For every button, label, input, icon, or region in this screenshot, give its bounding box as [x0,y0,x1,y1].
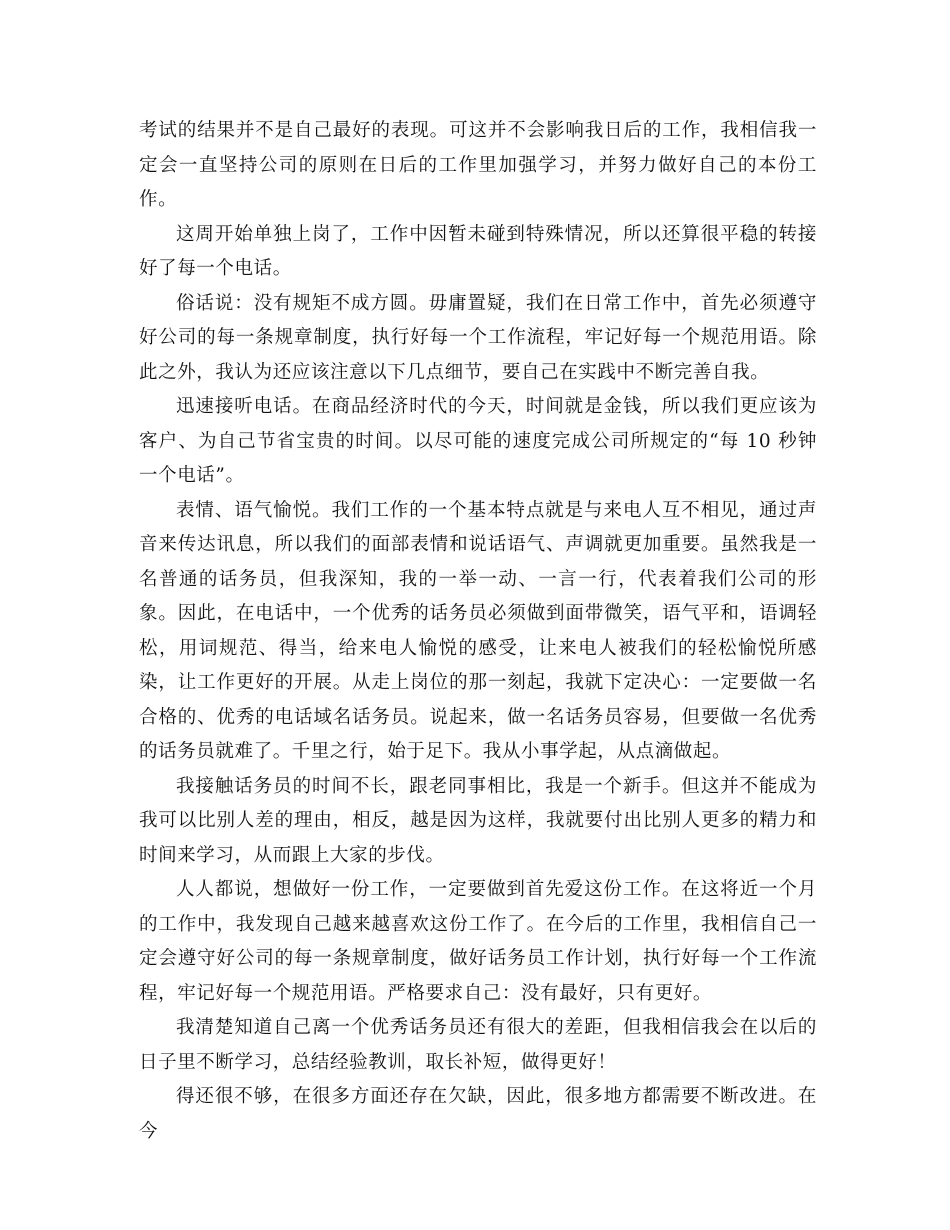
paragraph-improvement: 得还很不够，在很多方面还存在欠缺，因此，很多地方都需要不断改进。在今 [139,1086,817,1142]
document-body [139,114,817,1149]
paragraph-keep-learning: 我清楚知道自己离一个优秀话务员还有很大的差距，但我相信我会在以后的日子里不断学习，总结经验教训，取长补短，做得更好！ [139,1017,817,1073]
paragraph-exam-result: 考试的结果并不是自己最好的表现。可这并不会影响我日后的工作，我相信我一定会一直坚持公司的原则在日后的工作里加强学习，并努力做好自己的本份工作。 [139,120,817,210]
paragraph-rules: 俗话说：没有规矩不成方圆。毋庸置疑，我们在日常工作中，首先必须遵守好公司的每一条规章制度，执行好每一个工作流程，牢记好每一个规范用语。除此之外，我认为还应该注意以下几点细节，要自己在实践中不断完善自我。 [139,292,817,383]
paragraph-love-the-job: 人人都说，想做好一份工作，一定要做到首先爱这份工作。在这将近一个月的工作中，我发现自己越来越喜欢这份工作了。在今后的工作里，我相信自己一定会遵守好公司的每一条规章制度，做好话务员工作计划，执行好每一个工作流程，牢记好每一个规范用语。严格要求自己：没有最好，只有更好。 [139,879,817,1004]
paragraph-pleasant-tone: 表情、语气愉悦。我们工作的一个基本特点就是与来电人互不相见，通过声音来传达讯息，所以我们的面部表情和说话语气、声调就更加重要。虽然我是一名普通的话务员，但我深知，我的一举一动、一言一行，代表着我们公司的形象。因此，在电话中，一个优秀的话务员必须做到面带微笑，语气平和，语调轻松，用词规范、得当，给来电人愉悦的感受，让来电人被我们的轻松愉悦所感染，让工作更好的开展。从走上岗位的那一刻起，我就下定决心：一定要做一名合格的、优秀的电话域名话务员。说起来，做一名话务员容易，但要做一名优秀的话务员就难了。千里之行，始于足下。我从小事学起，从点滴做起。 [139,499,817,762]
paragraph-answer-quickly: 迅速接听电话。在商品经济时代的今天，时间就是金钱，所以我们更应该为客户、为自己节省宝贵的时间。以尽可能的速度完成公司所规定的“每 10 秒钟一个电话”。 [139,396,817,486]
paragraph-newcomer: 我接触话务员的时间不长，跟老同事相比，我是一个新手。但这并不能成为我可以比别人差的理由，相反，越是因为这样，我就要付出比别人更多的精力和时间来学习，从而跟上大家的步伐。 [139,775,817,866]
paragraph-first-week: 这周开始单独上岗了，工作中因暂未碰到特殊情况，所以还算很平稳的转接好了每一个电话。 [139,223,817,279]
